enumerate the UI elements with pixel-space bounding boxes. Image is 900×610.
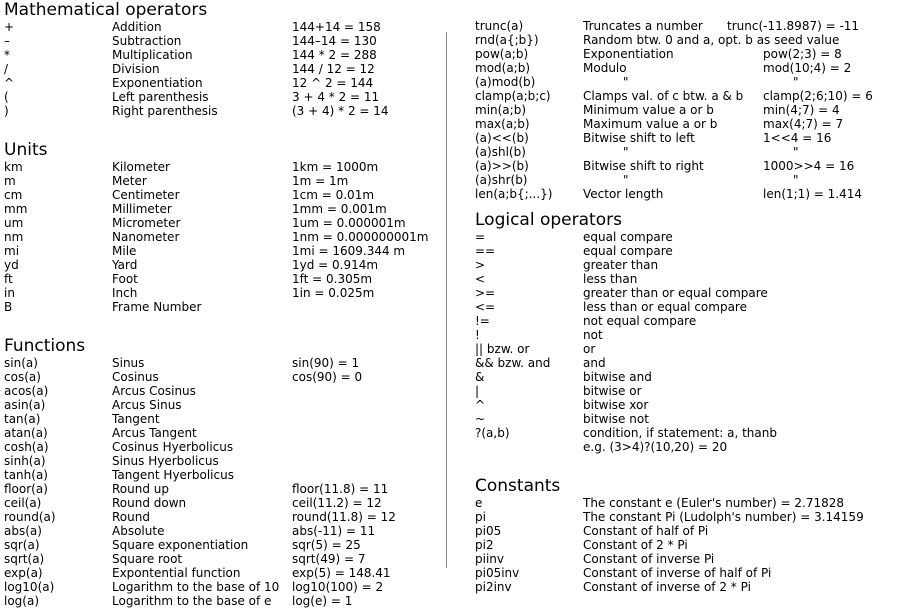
section-title: Units xyxy=(4,140,48,160)
list-item xyxy=(4,174,444,188)
item-description: bitwise and xyxy=(583,370,652,384)
item-example: len(1;1) = 1.414 xyxy=(763,187,863,201)
list-item xyxy=(4,440,444,454)
item-symbol: ?(a,b) xyxy=(475,426,510,440)
item-description: Inch xyxy=(112,286,138,300)
list-item xyxy=(4,482,444,496)
item-example: cos(90) = 0 xyxy=(292,370,363,384)
list-item xyxy=(475,75,900,89)
item-example: (3 + 4) * 2 = 14 xyxy=(292,104,389,118)
logical-operators-list xyxy=(475,230,900,454)
list-item xyxy=(4,286,444,300)
item-symbol: abs(a) xyxy=(4,524,42,538)
functions-continued-list xyxy=(475,19,900,201)
item-symbol: || bzw. or xyxy=(475,342,530,356)
item-symbol: < xyxy=(475,272,486,286)
item-description: Tangent xyxy=(112,412,160,426)
item-description: Mile xyxy=(112,244,137,258)
list-item xyxy=(4,496,444,510)
item-description: e.g. (3>4)?(10,20) = 20 xyxy=(583,440,728,454)
item-symbol: = xyxy=(475,230,486,244)
list-item xyxy=(4,258,444,272)
item-example: 1mi = 1609.344 m xyxy=(292,244,406,258)
item-symbol: ! xyxy=(475,328,480,342)
list-item xyxy=(475,89,900,103)
item-symbol: ft xyxy=(4,272,13,286)
item-description: " xyxy=(623,75,629,89)
item-description: Constant of half of Pi xyxy=(583,524,709,538)
item-symbol: >= xyxy=(475,286,496,300)
item-example: ceil(11.2) = 12 xyxy=(292,496,382,510)
section-title: Mathematical operators xyxy=(4,0,208,20)
item-example: 144–14 = 130 xyxy=(292,34,377,48)
item-description: Millimeter xyxy=(112,202,172,216)
item-symbol: pow(a;b) xyxy=(475,47,529,61)
item-symbol: sqrt(a) xyxy=(4,552,45,566)
list-item xyxy=(4,188,444,202)
list-item xyxy=(475,300,900,314)
item-symbol: in xyxy=(4,286,15,300)
list-item xyxy=(475,538,900,552)
item-description: not equal compare xyxy=(583,314,697,328)
item-description: Round up xyxy=(112,482,170,496)
item-example: 1<<4 = 16 xyxy=(763,131,832,145)
item-symbol: len(a;b{;...}) xyxy=(475,187,553,201)
item-example: 1in = 0.025m xyxy=(292,286,375,300)
item-example: log10(100) = 2 xyxy=(292,580,384,594)
list-item xyxy=(475,33,900,47)
item-description: Sinus Hyerbolicus xyxy=(112,454,219,468)
list-item xyxy=(475,230,900,244)
item-example: 1yd = 0.914m xyxy=(292,258,379,272)
item-example: 1m = 1m xyxy=(292,174,349,188)
item-description: Division xyxy=(112,62,160,76)
item-example: exp(5) = 148.41 xyxy=(292,566,391,580)
math-operators-list xyxy=(4,20,444,118)
item-symbol: + xyxy=(4,20,15,34)
list-item xyxy=(4,510,444,524)
item-description: Minimum value a or b xyxy=(583,103,714,117)
item-example: 144 * 2 = 288 xyxy=(292,48,377,62)
list-item xyxy=(475,580,900,594)
math-operators-section xyxy=(4,0,444,118)
item-description: Exponentiation xyxy=(112,76,203,90)
item-symbol: pi2inv xyxy=(475,580,512,594)
item-example: 3 + 4 * 2 = 11 xyxy=(292,90,380,104)
item-example: mod(10;4) = 2 xyxy=(763,61,852,75)
item-symbol: tan(a) xyxy=(4,412,41,426)
item-description: Exponentiation xyxy=(583,47,674,61)
list-item xyxy=(4,230,444,244)
list-item xyxy=(475,19,900,33)
item-symbol: B xyxy=(4,300,13,314)
item-description: Bitwise shift to left xyxy=(583,131,695,145)
item-example: sqr(5) = 25 xyxy=(292,538,361,552)
list-item xyxy=(475,103,900,117)
list-item xyxy=(4,370,444,384)
list-item xyxy=(475,244,900,258)
item-symbol: pi2 xyxy=(475,538,494,552)
list-item xyxy=(4,468,444,482)
item-symbol: * xyxy=(4,48,10,62)
list-item xyxy=(475,286,900,300)
item-symbol: / xyxy=(4,62,9,76)
list-item xyxy=(4,398,444,412)
list-item xyxy=(4,160,444,174)
item-description: Expontential function xyxy=(112,566,241,580)
item-description: Meter xyxy=(112,174,147,188)
item-symbol: – xyxy=(4,34,10,48)
item-description: Constant of inverse Pi xyxy=(583,552,715,566)
item-description: Bitwise shift to right xyxy=(583,159,704,173)
list-item xyxy=(475,398,900,412)
item-symbol: max(a;b) xyxy=(475,117,530,131)
item-description: Constant of 2 * Pi xyxy=(583,538,688,552)
item-symbol: m xyxy=(4,174,16,188)
list-item xyxy=(475,258,900,272)
item-description: or xyxy=(583,342,596,356)
list-item xyxy=(475,524,900,538)
item-symbol: <= xyxy=(475,300,496,314)
list-item xyxy=(4,104,444,118)
item-symbol: (a)shr(b) xyxy=(475,173,528,187)
item-description: Arcus Tangent xyxy=(112,426,197,440)
logical-operators-section xyxy=(475,210,900,454)
item-symbol: mm xyxy=(4,202,28,216)
item-description: Cosinus Hyerbolicus xyxy=(112,440,234,454)
item-symbol: == xyxy=(475,244,496,258)
item-description: Arcus Sinus xyxy=(112,398,182,412)
item-symbol: log10(a) xyxy=(4,580,55,594)
item-symbol: | xyxy=(475,384,480,398)
item-description: Frame Number xyxy=(112,300,202,314)
item-symbol: trunc(a) xyxy=(475,19,524,33)
list-item xyxy=(475,314,900,328)
list-item xyxy=(4,524,444,538)
item-example: round(11.8) = 12 xyxy=(292,510,396,524)
item-symbol: log(a) xyxy=(4,594,40,608)
item-example: pow(2;3) = 8 xyxy=(763,47,842,61)
section-title: Functions xyxy=(4,336,86,356)
item-example: floor(11.8) = 11 xyxy=(292,482,389,496)
functions-continued-section xyxy=(475,19,900,201)
item-description: not xyxy=(583,328,603,342)
item-symbol: sin(a) xyxy=(4,356,38,370)
item-description: Round xyxy=(112,510,150,524)
item-symbol: nm xyxy=(4,230,24,244)
item-description: greater than or equal compare xyxy=(583,286,768,300)
item-symbol: tanh(a) xyxy=(4,468,48,482)
item-example: 1ft = 0.305m xyxy=(292,272,373,286)
item-symbol: sqr(a) xyxy=(4,538,40,552)
item-description: Arcus Cosinus xyxy=(112,384,196,398)
list-item xyxy=(475,173,900,187)
item-description: condition, if statement: a, thanb xyxy=(583,426,777,440)
item-symbol: pi xyxy=(475,510,486,524)
item-symbol: clamp(a;b;c) xyxy=(475,89,551,103)
item-description: equal compare xyxy=(583,244,673,258)
item-description: Centimeter xyxy=(112,188,180,202)
item-description: Logarithm to the base of 10 xyxy=(112,580,280,594)
item-description: equal compare xyxy=(583,230,673,244)
list-item xyxy=(475,117,900,131)
item-example: " xyxy=(793,145,799,159)
section-title: Constants xyxy=(475,476,561,496)
item-symbol: e xyxy=(475,496,483,510)
item-symbol: yd xyxy=(4,258,19,272)
item-description: Square exponentiation xyxy=(112,538,249,552)
list-item xyxy=(475,131,900,145)
functions-section xyxy=(4,336,444,608)
item-description: bitwise not xyxy=(583,412,649,426)
item-symbol: pi05inv xyxy=(475,566,520,580)
item-symbol: acos(a) xyxy=(4,384,49,398)
item-description: less than or equal compare xyxy=(583,300,747,314)
item-description: Truncates a number xyxy=(583,19,703,33)
item-symbol: cosh(a) xyxy=(4,440,49,454)
item-example: trunc(-11.8987) = -11 xyxy=(727,19,860,33)
list-item xyxy=(475,328,900,342)
list-item xyxy=(475,342,900,356)
item-symbol: round(a) xyxy=(4,510,56,524)
item-example: " xyxy=(793,75,799,89)
section-title: Logical operators xyxy=(475,210,622,230)
item-symbol: ) xyxy=(4,104,9,118)
item-description: Sinus xyxy=(112,356,145,370)
constants-list xyxy=(475,496,900,594)
item-example: 144+14 = 158 xyxy=(292,20,381,34)
item-symbol: cos(a) xyxy=(4,370,41,384)
item-example: " xyxy=(793,173,799,187)
list-item xyxy=(475,510,900,524)
column-divider xyxy=(446,32,447,568)
item-description: Addition xyxy=(112,20,162,34)
item-description: Nanometer xyxy=(112,230,180,244)
item-symbol: > xyxy=(475,258,486,272)
list-item xyxy=(475,145,900,159)
item-symbol: ceil(a) xyxy=(4,496,42,510)
item-description: greater than xyxy=(583,258,659,272)
item-description: The constant Pi (Ludolph's number) = 3.14159 xyxy=(583,510,864,524)
item-symbol: sinh(a) xyxy=(4,454,46,468)
list-item xyxy=(475,384,900,398)
item-symbol: & xyxy=(475,370,485,384)
item-example: sqrt(49) = 7 xyxy=(292,552,366,566)
item-symbol: rnd(a{;b}) xyxy=(475,33,539,47)
item-symbol: (a)mod(b) xyxy=(475,75,536,89)
list-item xyxy=(4,538,444,552)
list-item xyxy=(4,426,444,440)
list-item xyxy=(4,34,444,48)
item-description: Absolute xyxy=(112,524,165,538)
units-list xyxy=(4,160,444,314)
item-example: 1km = 1000m xyxy=(292,160,379,174)
item-description: Maximum value a or b xyxy=(583,117,718,131)
item-description: Subtraction xyxy=(112,34,182,48)
item-description: bitwise or xyxy=(583,384,642,398)
item-description: Tangent Hyerbolicus xyxy=(112,468,234,482)
functions-list xyxy=(4,356,444,608)
item-description: Random btw. 0 and a, opt. b as seed value xyxy=(583,33,840,47)
item-description: " xyxy=(623,173,629,187)
list-item xyxy=(4,454,444,468)
list-item xyxy=(475,159,900,173)
item-example: sin(90) = 1 xyxy=(292,356,360,370)
list-item xyxy=(4,216,444,230)
item-symbol: (a)<<(b) xyxy=(475,131,529,145)
item-description: The constant e (Euler's number) = 2.71828 xyxy=(583,496,845,510)
item-example: 1mm = 0.001m xyxy=(292,202,387,216)
item-symbol: mod(a;b) xyxy=(475,61,531,75)
list-item xyxy=(4,412,444,426)
item-example: min(4;7) = 4 xyxy=(763,103,840,117)
list-item xyxy=(4,48,444,62)
constants-section xyxy=(475,476,900,594)
item-description: bitwise xor xyxy=(583,398,649,412)
list-item xyxy=(4,20,444,34)
list-item xyxy=(4,384,444,398)
list-item xyxy=(4,566,444,580)
list-item xyxy=(4,300,444,314)
list-item xyxy=(4,594,444,608)
list-item xyxy=(4,356,444,370)
item-description: Foot xyxy=(112,272,138,286)
item-description: Clamps val. of c btw. a & b xyxy=(583,89,744,103)
list-item xyxy=(4,76,444,90)
item-symbol: atan(a) xyxy=(4,426,48,440)
list-item xyxy=(475,412,900,426)
item-description: Kilometer xyxy=(112,160,170,174)
item-example: 1nm = 0.000000001m xyxy=(292,230,429,244)
list-item xyxy=(4,202,444,216)
item-description: Right parenthesis xyxy=(112,104,218,118)
item-symbol: floor(a) xyxy=(4,482,48,496)
list-item xyxy=(4,244,444,258)
units-section xyxy=(4,140,444,314)
item-description: Round down xyxy=(112,496,187,510)
item-description: Square root xyxy=(112,552,183,566)
item-symbol: ^ xyxy=(4,76,15,90)
item-description: Multiplication xyxy=(112,48,193,62)
item-description: and xyxy=(583,356,606,370)
item-description: Modulo xyxy=(583,61,627,75)
item-description: Logarithm to the base of e xyxy=(112,594,272,608)
list-item xyxy=(4,62,444,76)
item-symbol: min(a;b) xyxy=(475,103,527,117)
item-symbol: exp(a) xyxy=(4,566,43,580)
item-description: Constant of inverse of half of Pi xyxy=(583,566,772,580)
item-example: log(e) = 1 xyxy=(292,594,353,608)
list-item xyxy=(475,552,900,566)
list-item xyxy=(475,566,900,580)
item-symbol: asin(a) xyxy=(4,398,46,412)
item-description: Vector length xyxy=(583,187,664,201)
list-item xyxy=(475,496,900,510)
item-symbol: cm xyxy=(4,188,23,202)
list-item xyxy=(475,356,900,370)
item-symbol: km xyxy=(4,160,23,174)
item-symbol: (a)shl(b) xyxy=(475,145,526,159)
item-description: Constant of inverse of 2 * Pi xyxy=(583,580,751,594)
item-example: 12 ^ 2 = 144 xyxy=(292,76,374,90)
item-symbol: ( xyxy=(4,90,9,104)
item-symbol: && bzw. and xyxy=(475,356,551,370)
item-example: abs(-11) = 11 xyxy=(292,524,376,538)
list-item xyxy=(4,552,444,566)
list-item xyxy=(475,370,900,384)
item-symbol: pi05 xyxy=(475,524,502,538)
item-example: 144 / 12 = 12 xyxy=(292,62,375,76)
item-example: 1cm = 0.01m xyxy=(292,188,375,202)
item-example: clamp(2;6;10) = 6 xyxy=(763,89,873,103)
item-description: Cosinus xyxy=(112,370,159,384)
item-symbol: != xyxy=(475,314,490,328)
item-symbol: mi xyxy=(4,244,20,258)
list-item xyxy=(475,47,900,61)
list-item xyxy=(4,580,444,594)
item-example: 1um = 0.000001m xyxy=(292,216,406,230)
item-description: Yard xyxy=(112,258,138,272)
item-description: " xyxy=(623,145,629,159)
item-example: 1000>>4 = 16 xyxy=(763,159,855,173)
list-item xyxy=(4,90,444,104)
item-description: less than xyxy=(583,272,638,286)
item-symbol: (a)>>(b) xyxy=(475,159,529,173)
list-item xyxy=(475,187,900,201)
list-item xyxy=(475,426,900,440)
item-symbol: um xyxy=(4,216,24,230)
list-item xyxy=(4,272,444,286)
list-item xyxy=(475,440,900,454)
list-item xyxy=(475,61,900,75)
item-symbol: ^ xyxy=(475,398,486,412)
item-example: max(4;7) = 7 xyxy=(763,117,844,131)
list-item xyxy=(475,272,900,286)
item-description: Micrometer xyxy=(112,216,181,230)
item-symbol: ~ xyxy=(475,412,486,426)
item-description: Left parenthesis xyxy=(112,90,209,104)
item-symbol: piinv xyxy=(475,552,504,566)
